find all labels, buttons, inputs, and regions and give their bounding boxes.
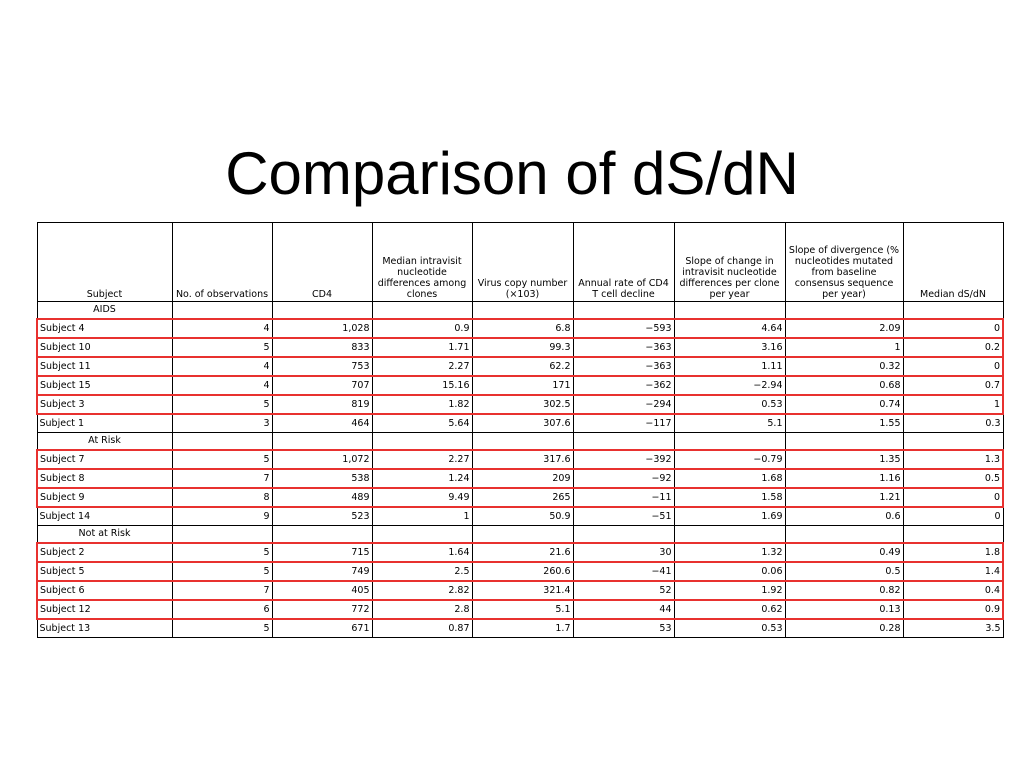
table-row [37,488,1003,507]
cell-slope-change: 4.64 [674,319,785,338]
slide-title: Comparison of dS/dN [225,140,799,208]
group-label: AIDS [37,302,172,320]
cell-virus-copy: 21.6 [472,543,573,562]
cell-virus-copy: 302.5 [472,395,573,414]
empty-cell [372,433,472,451]
cell-observations: 5 [172,562,272,581]
cell-slope-change: 1.92 [674,581,785,600]
cell-subject: Subject 7 [37,450,172,469]
cell-subject: Subject 10 [37,338,172,357]
cell-slope-change: −0.79 [674,450,785,469]
table-row [37,507,1003,526]
cell-cd4: 405 [272,581,372,600]
empty-cell [674,526,785,544]
cell-subject: Subject 8 [37,469,172,488]
cell-cd4: 819 [272,395,372,414]
cell-slope-change: 5.1 [674,414,785,433]
cell-slope-divergence: 0.6 [785,507,903,526]
cell-cd4: 1,028 [272,319,372,338]
cell-cd4-decline: −392 [573,450,674,469]
cell-median-intravisit: 2.8 [372,600,472,619]
cell-observations: 5 [172,543,272,562]
cell-observations: 4 [172,357,272,376]
cell-observations: 5 [172,450,272,469]
column-header-slope-divergence: Slope of divergence (% nucleotides mutated from baseline consensus sequence per year) [785,223,903,302]
empty-cell [573,433,674,451]
empty-cell [472,526,573,544]
cell-subject: Subject 12 [37,600,172,619]
cell-observations: 7 [172,469,272,488]
column-header-median-intravisit: Median intravisit nucleotide differences among clones [372,223,472,302]
table-row [37,395,1003,414]
empty-cell [785,526,903,544]
cell-cd4: 772 [272,600,372,619]
cell-slope-divergence: 0.82 [785,581,903,600]
column-header-slope-change: Slope of change in intravisit nucleotide differences per clone per year [674,223,785,302]
cell-median-intravisit: 1.71 [372,338,472,357]
empty-cell [785,433,903,451]
cell-slope-change: 0.06 [674,562,785,581]
cell-cd4-decline: −363 [573,357,674,376]
cell-slope-divergence: 0.28 [785,619,903,638]
cell-slope-change: 0.53 [674,619,785,638]
empty-cell [472,433,573,451]
cell-cd4-decline: −362 [573,376,674,395]
cell-median-intravisit: 2.27 [372,357,472,376]
empty-cell [272,302,372,320]
cell-observations: 9 [172,507,272,526]
cell-median-dsdn: 1 [903,395,1003,414]
cell-observations: 7 [172,581,272,600]
cell-median-dsdn: 0.5 [903,469,1003,488]
cell-median-dsdn: 0.7 [903,376,1003,395]
cell-median-dsdn: 1.8 [903,543,1003,562]
cell-observations: 5 [172,338,272,357]
cell-virus-copy: 209 [472,469,573,488]
cell-cd4-decline: −294 [573,395,674,414]
cell-observations: 8 [172,488,272,507]
cell-median-dsdn: 1.3 [903,450,1003,469]
cell-slope-divergence: 0.13 [785,600,903,619]
cell-virus-copy: 265 [472,488,573,507]
cell-slope-divergence: 0.32 [785,357,903,376]
cell-subject: Subject 4 [37,319,172,338]
group-header-row [37,433,1003,451]
cell-cd4: 749 [272,562,372,581]
cell-subject: Subject 1 [37,414,172,433]
cell-slope-divergence: 1.35 [785,450,903,469]
cell-median-intravisit: 1.24 [372,469,472,488]
cell-median-dsdn: 0.2 [903,338,1003,357]
cell-median-dsdn: 0 [903,357,1003,376]
cell-slope-divergence: 1 [785,338,903,357]
cell-slope-divergence: 1.21 [785,488,903,507]
cell-virus-copy: 317.6 [472,450,573,469]
cell-cd4: 538 [272,469,372,488]
table-row [37,414,1003,433]
cell-median-intravisit: 0.9 [372,319,472,338]
cell-cd4-decline: −117 [573,414,674,433]
cell-slope-change: 1.69 [674,507,785,526]
cell-median-intravisit: 2.5 [372,562,472,581]
cell-slope-change: 1.11 [674,357,785,376]
table-row [37,376,1003,395]
cell-virus-copy: 321.4 [472,581,573,600]
cell-subject: Subject 2 [37,543,172,562]
cell-median-intravisit: 1 [372,507,472,526]
cell-cd4-decline: 52 [573,581,674,600]
cell-slope-divergence: 0.74 [785,395,903,414]
cell-slope-change: 0.62 [674,600,785,619]
cell-observations: 5 [172,395,272,414]
cell-virus-copy: 50.9 [472,507,573,526]
cell-median-dsdn: 0 [903,319,1003,338]
column-header-subject: Subject [37,223,172,302]
cell-cd4-decline: −41 [573,562,674,581]
empty-cell [172,526,272,544]
table-row [37,357,1003,376]
cell-median-dsdn: 0.3 [903,414,1003,433]
cell-cd4-decline: 30 [573,543,674,562]
empty-cell [674,302,785,320]
cell-virus-copy: 307.6 [472,414,573,433]
cell-cd4: 753 [272,357,372,376]
table-row [37,319,1003,338]
cell-subject: Subject 13 [37,619,172,638]
table-row [37,581,1003,600]
empty-cell [172,302,272,320]
cell-median-intravisit: 2.82 [372,581,472,600]
cell-slope-divergence: 1.16 [785,469,903,488]
table-row [37,338,1003,357]
cell-cd4: 464 [272,414,372,433]
cell-median-dsdn: 3.5 [903,619,1003,638]
empty-cell [472,302,573,320]
cell-observations: 5 [172,619,272,638]
cell-cd4-decline: −51 [573,507,674,526]
table-row [37,562,1003,581]
group-label: At Risk [37,433,172,451]
cell-cd4: 671 [272,619,372,638]
cell-subject: Subject 5 [37,562,172,581]
cell-cd4: 489 [272,488,372,507]
cell-median-intravisit: 5.64 [372,414,472,433]
cell-median-intravisit: 1.64 [372,543,472,562]
group-header-row [37,302,1003,320]
cell-virus-copy: 62.2 [472,357,573,376]
cell-subject: Subject 6 [37,581,172,600]
table-header-row [37,223,1003,302]
table-row [37,600,1003,619]
table-row [37,450,1003,469]
comparison-table [36,222,1004,638]
column-header-virus-copy: Virus copy number (×103) [472,223,573,302]
cell-slope-change: 3.16 [674,338,785,357]
empty-cell [573,302,674,320]
cell-observations: 4 [172,319,272,338]
cell-cd4-decline: −11 [573,488,674,507]
cell-subject: Subject 9 [37,488,172,507]
cell-median-intravisit: 0.87 [372,619,472,638]
cell-cd4: 1,072 [272,450,372,469]
table-row [37,543,1003,562]
cell-cd4: 523 [272,507,372,526]
column-header-observations: No. of observations [172,223,272,302]
cell-cd4: 715 [272,543,372,562]
comparison-table-container [36,222,1002,638]
empty-cell [573,526,674,544]
cell-subject: Subject 11 [37,357,172,376]
empty-cell [172,433,272,451]
empty-cell [272,526,372,544]
cell-slope-change: 1.58 [674,488,785,507]
cell-virus-copy: 6.8 [472,319,573,338]
cell-virus-copy: 1.7 [472,619,573,638]
cell-cd4-decline: −92 [573,469,674,488]
empty-cell [372,302,472,320]
cell-virus-copy: 5.1 [472,600,573,619]
empty-cell [674,433,785,451]
empty-cell [903,302,1003,320]
column-header-median-dsdn: Median dS/dN [903,223,1003,302]
cell-virus-copy: 260.6 [472,562,573,581]
cell-median-dsdn: 0 [903,488,1003,507]
cell-cd4-decline: −593 [573,319,674,338]
cell-median-dsdn: 0 [903,507,1003,526]
cell-median-dsdn: 0.4 [903,581,1003,600]
cell-slope-change: 1.32 [674,543,785,562]
cell-subject: Subject 3 [37,395,172,414]
table-row [37,469,1003,488]
cell-median-intravisit: 15.16 [372,376,472,395]
table-row [37,619,1003,638]
empty-cell [785,302,903,320]
empty-cell [272,433,372,451]
cell-slope-divergence: 0.68 [785,376,903,395]
empty-cell [903,526,1003,544]
cell-median-intravisit: 2.27 [372,450,472,469]
table-body [37,302,1003,638]
empty-cell [372,526,472,544]
cell-subject: Subject 15 [37,376,172,395]
cell-virus-copy: 99.3 [472,338,573,357]
column-header-cd4-decline: Annual rate of CD4 T cell decline [573,223,674,302]
cell-slope-divergence: 0.49 [785,543,903,562]
cell-slope-divergence: 1.55 [785,414,903,433]
cell-cd4-decline: −363 [573,338,674,357]
cell-observations: 4 [172,376,272,395]
group-label: Not at Risk [37,526,172,544]
cell-subject: Subject 14 [37,507,172,526]
cell-slope-change: 1.68 [674,469,785,488]
cell-cd4: 707 [272,376,372,395]
cell-slope-change: 0.53 [674,395,785,414]
cell-slope-change: −2.94 [674,376,785,395]
cell-median-intravisit: 9.49 [372,488,472,507]
cell-median-intravisit: 1.82 [372,395,472,414]
cell-median-dsdn: 1.4 [903,562,1003,581]
empty-cell [903,433,1003,451]
cell-cd4-decline: 44 [573,600,674,619]
cell-slope-divergence: 0.5 [785,562,903,581]
column-header-cd4: CD4 [272,223,372,302]
cell-observations: 3 [172,414,272,433]
cell-cd4-decline: 53 [573,619,674,638]
cell-slope-divergence: 2.09 [785,319,903,338]
cell-median-dsdn: 0.9 [903,600,1003,619]
cell-virus-copy: 171 [472,376,573,395]
cell-cd4: 833 [272,338,372,357]
group-header-row [37,526,1003,544]
cell-observations: 6 [172,600,272,619]
